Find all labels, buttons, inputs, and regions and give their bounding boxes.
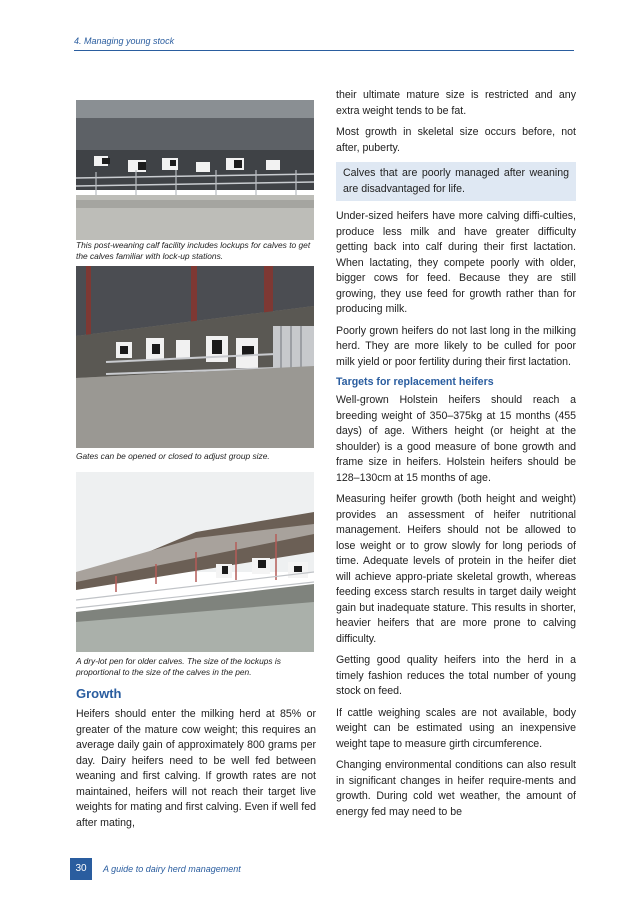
footer-title: A guide to dairy herd management (103, 864, 241, 874)
paragraph: Most growth in skeletal size occurs before, not after, puberty. (336, 126, 576, 154)
paragraph: If cattle weighing scales are not available, body weight can be estimated using an inexpensive weight tape to measure girth circumference. (336, 706, 576, 750)
paragraph: Measuring heifer growth (both height and weight) provides an assessment of heifer nutritional management. Heifers should not be allowed to lose weight or to grow slowly for long periods of time. Adequate levels of protein in the heifer diet will achieve appro-priate skeletal growth, whereas feeding excess starch results in target daily weight gain but inadequate stature. This results in shorter, heavier heifers that are more prone to calving difficulty. (336, 493, 576, 645)
paragraph: Under-sized heifers have more calving diffi-culties, produce less milk and have greater difficulty getting back into calf during their first lactation. When lactating, they compete poorly with older, bigger cows for feed. Because they are still growing, they use feed for growth rather than for producing milk. (336, 210, 576, 315)
paragraph: Well-grown Holstein heifers should reach a breeding weight of 350–375kg at 15 months (455 days) of age. Withers height (or height at the shoulder) is a good measure of bone growth and frame size in heifers. Holstein heifers should be 128–130cm at 15 months of age. (336, 394, 576, 484)
photo-dry-lot-pen (76, 472, 314, 652)
page-number: 30 (70, 858, 92, 880)
figure-caption-2: Gates can be opened or closed to adjust group size. (76, 451, 270, 461)
paragraph: Heifers should enter the milking herd at 85% or greater of the mature cow weight; this requires an average daily gain of approximately 800 grams per day. Dairy heifers need to be well fed between weaning and first calving. If growth rates are not maintained, heifers will not reach their target live weights for mating and first calving. Even if well fed after mating, (76, 708, 316, 829)
right-column (336, 88, 576, 826)
section-heading-growth: Growth (76, 686, 122, 701)
left-column (76, 686, 316, 831)
paragraph: Changing environmental conditions can also result in significant changes in heifer require-ments and growth. During cold wet weather, the amount of energy fed may need to be (336, 759, 576, 818)
photo-calf-facility (76, 100, 314, 240)
figure-caption-3: A dry-lot pen for older calves. The size of the lockups is proportional to the size of the calves in the pen. (76, 656, 281, 677)
header-rule (74, 50, 574, 51)
paragraph: Poorly grown heifers do not last long in the milking herd. They are more likely to be culled for poor milk yield or poor fertility during their first lactation. (336, 324, 576, 368)
paragraph: their ultimate mature size is restricted and any extra weight tends to be fat. (336, 89, 576, 117)
figure-caption-1: This post-weaning calf facility includes lockups for calves to get the calves familiar with lock-up stations. (76, 240, 311, 261)
subheading-targets: Targets for replacement heifers (336, 376, 494, 388)
callout-box: Calves that are poorly managed after weaning are disadvantaged for life. (336, 162, 576, 201)
photo-adjustable-gates (76, 266, 314, 448)
running-header: 4. Managing young stock (74, 36, 175, 46)
paragraph: Getting good quality heifers into the herd in a timely fashion reduces the total number of young stock on feed. (336, 654, 576, 697)
